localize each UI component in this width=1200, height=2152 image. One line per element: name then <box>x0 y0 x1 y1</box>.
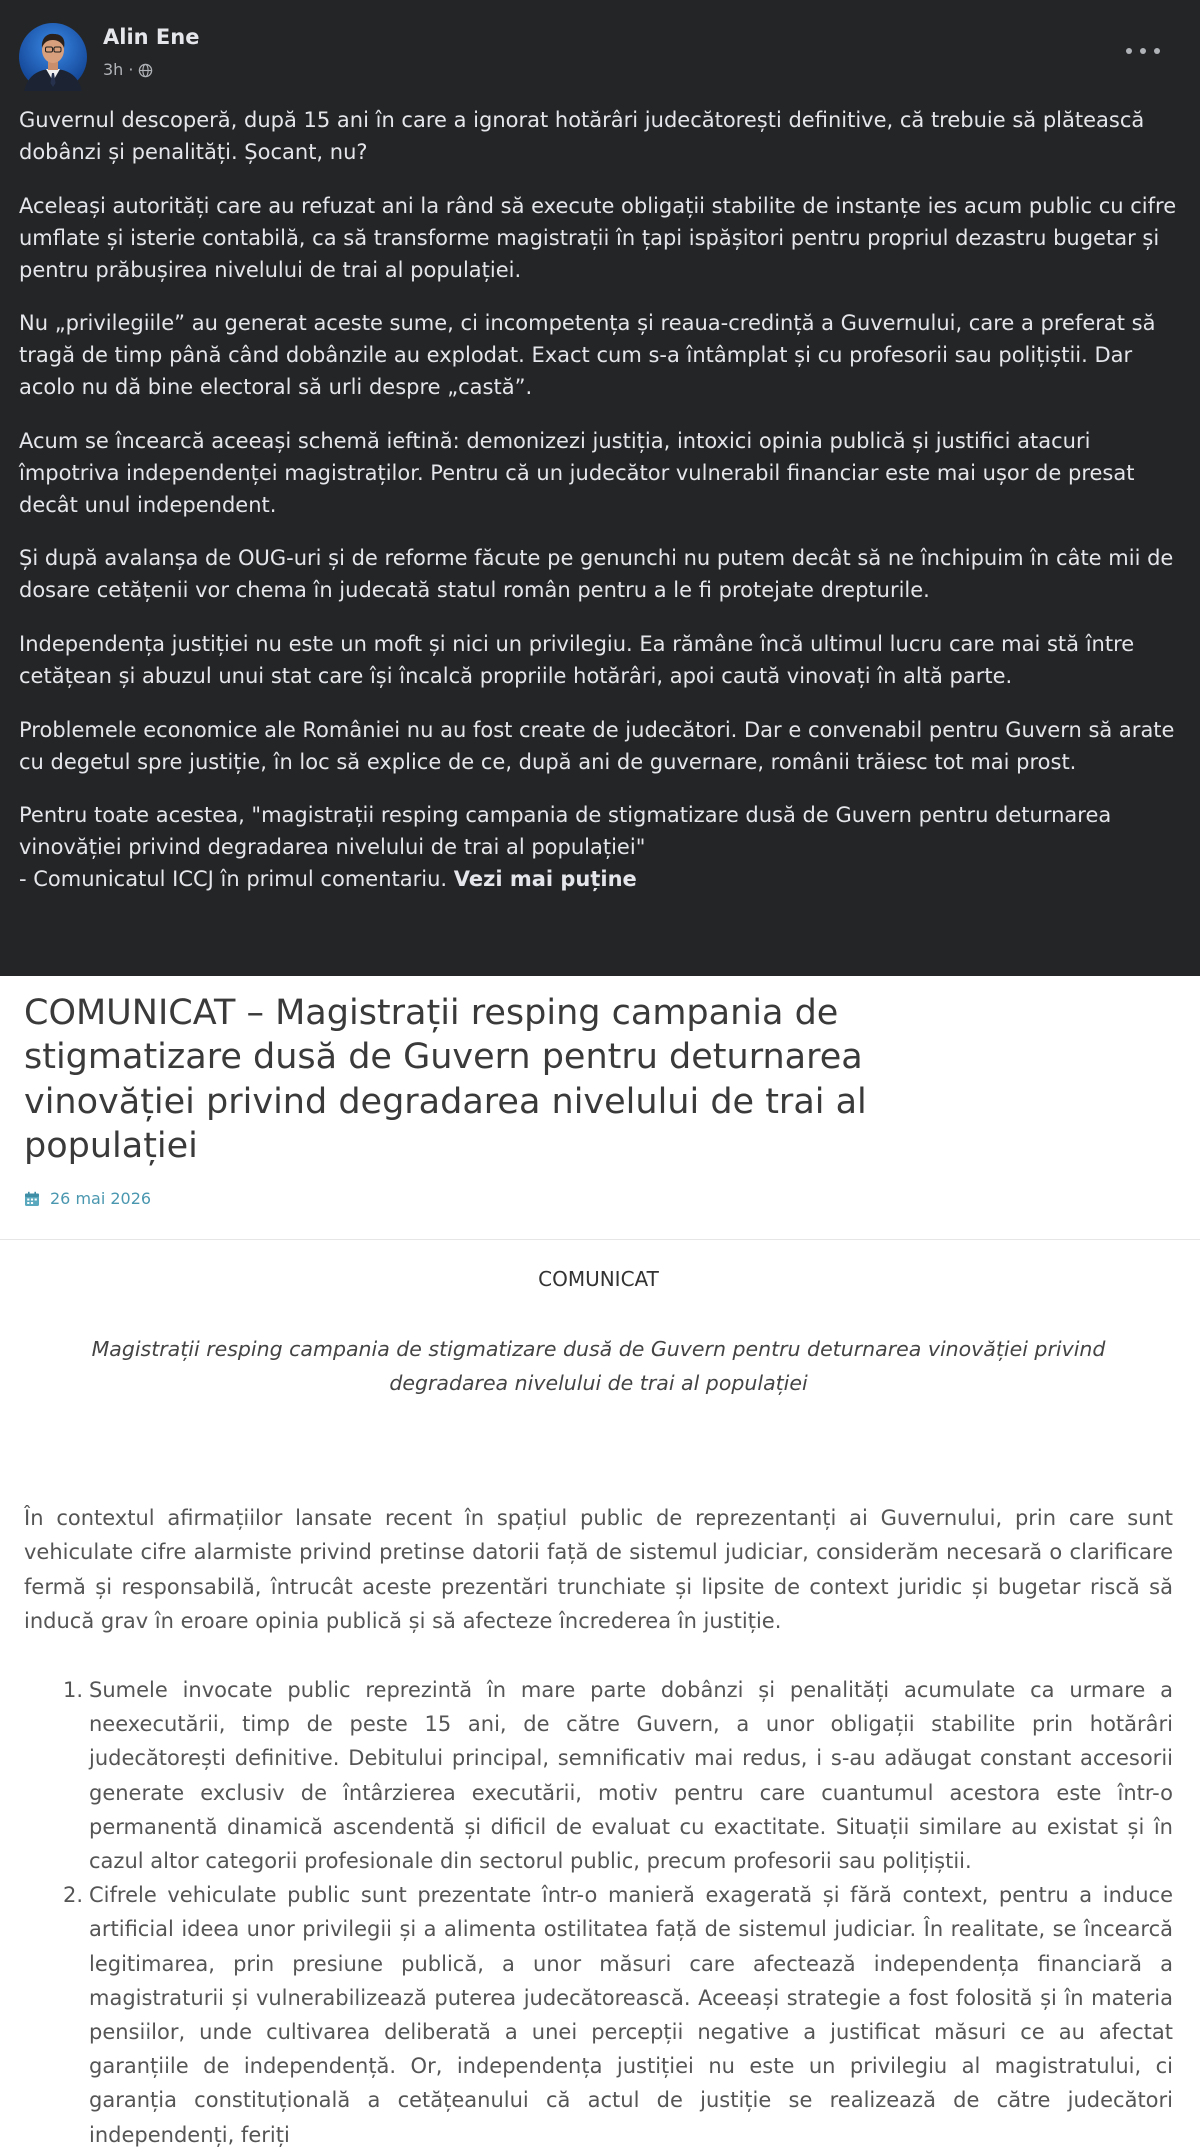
list-item-number: 2. <box>62 1883 83 1908</box>
avatar[interactable] <box>19 23 87 91</box>
post-timestamp[interactable]: 3h <box>103 60 124 79</box>
more-options-icon[interactable] <box>1126 42 1160 60</box>
more-options-dot <box>1154 48 1160 54</box>
calendar-icon <box>24 1191 40 1207</box>
post-paragraph: Și după avalanșa de OUG-uri și de reforme făcute pe genunchi nu putem decât să ne închipuim în câte mii de dosare cetățenii vor chema în judecată statul român pentru a le fi protejate drepturile. <box>19 546 1174 603</box>
closing-quote-line: Pentru toate acestea, "magistrații resping campania de stigmatizare dusă de Guvern pentru deturnarea vinovăției privind degradarea nivelului de trai al populației" <box>19 803 1112 860</box>
list-item-text: Cifrele vehiculate public sunt prezentate într-o manieră exagerată și fără context, pentru a induce artificial ideea unor privilegii și a alimenta ostilitatea față de sistemul judiciar. În realitate, se încearcă legitimarea, prin presiune publică, a unor măsuri care afectează independența financiară a magistraturii și vulnerabilizează puterea judecătorească. Aceeași strategie a fost folosită și în materia pensiilor, unde cultivarea deliberată a unei percepții negative a justificat măsuri ce au afectat garanțiile de independență. Or, independența justiției nu este un privilegiu al magistratului, ci garanția constituțională a cetățeanului că actul de justiție se realizează de către judecători independenți, feriți <box>89 1883 1173 2147</box>
communique-subtitle: Magistrații resping campania de stigmatizare dusă de Guvern pentru deturnarea vinovăției privind degradarea nivelului de trai al populației <box>91 1336 1106 1395</box>
avatar-image <box>19 23 87 91</box>
globe-icon[interactable] <box>138 63 153 78</box>
communique-heading: COMUNICAT <box>538 1266 659 1291</box>
facebook-post <box>0 0 1200 976</box>
closing-source-line: - Comunicatul ICCJ în primul comentariu. <box>19 867 448 892</box>
post-paragraph: Nu „privilegiile” au generat aceste sume, ci incompetența și reaua-credință a Guvernului, care a preferat să tragă de timp până când dobânzile au explodat. Exact cum s-a întâmplat și cu profesorii sau polițiștii. Dar acolo nu dă bine electoral să urli despre „castă”. <box>19 311 1156 400</box>
post-paragraph: Problemele economice ale României nu au fost create de judecători. Dar e convenabil pentru Guvern să arate cu degetul spre justiție, în loc să explice de ce, după ani de guvernare, românii trăiesc tot mai prost. <box>19 717 1175 774</box>
more-options-dot <box>1140 48 1146 54</box>
communique-numbered-list <box>24 1673 1173 2152</box>
article-date-text: 26 mai 2026 <box>50 1189 152 1209</box>
article-date <box>24 1188 1173 1210</box>
post-meta <box>103 59 153 81</box>
post-paragraph: Acum se încearcă aceeași schemă ieftină: demonizezi justiția, intoxici opinia publică și justifici atacuri împotriva independenței magistraților. Pentru că un judecător vulnerabil financiar este mai ușor de presat decât unul independent. <box>19 428 1135 517</box>
see-less-link[interactable]: Vezi mai puține <box>453 867 637 892</box>
author-name[interactable]: Alin Ene <box>103 25 200 49</box>
header-divider <box>0 1239 1200 1240</box>
list-item-number: 1. <box>62 1678 83 1702</box>
post-paragraph: Independența justiției nu este un moft și nici un privilegiu. Ea rămâne încă ultimul lucru care mai stă între cetățean și abuzul unui stat care își încalcă propriile hotărâri, apoi caută vinovați în altă parte. <box>19 631 1135 688</box>
post-text <box>0 104 1200 895</box>
list-item-text: Sumele invocate public reprezintă în mare parte dobânzi și penalități acumulate ca urmare a neexecutării, timp de peste 15 ani, de către Guvern, a unor obligații stabilite prin hotărâri judecătorești definitive. Debitului principal, semnificativ mai redus, i s-au adăugat constant accesorii generate exclusiv de întârzierea executării, motiv pentru care cuantumul acestora este într-o permanentă dinamică ascendentă și dificil de evaluat cu exactitate. Situații similare au existat și în cazul altor categorii profesionale din sectorul public, precum profesorii sau polițiștii. <box>89 1678 1173 1874</box>
post-paragraph: Guvernul descoperă, după 15 ani în care a ignorat hotărâri judecătorești definitive, că trebuie să plătească dobânzi și penalități. Șocant, nu? <box>19 108 1145 164</box>
post-paragraph-closing <box>19 799 1182 895</box>
list-item <box>24 1878 1173 2152</box>
article-title: COMUNICAT – Magistrații resping campania de stigmatizare dusă de Guvern pentru deturnarea vinovăției privind degradarea nivelului de trai al populației <box>24 993 867 1167</box>
list-item <box>24 1673 1173 1878</box>
meta-separator: · <box>128 60 134 79</box>
post-paragraph: Aceleași autorități care au refuzat ani la rând să execute obligații stabilite de instanțe ies acum public cu cifre umflate și isterie contabilă, ca să transforme magistrații în țapi ispășitori pentru propriul dezastru bugetar și pentru prăbușirea nivelului de trai al populației. <box>19 193 1177 282</box>
more-options-dot <box>1126 48 1132 54</box>
post-header <box>0 0 1200 104</box>
press-release-article <box>0 991 1200 2152</box>
communique-intro: În contextul afirmațiilor lansate recent în spațiul public de reprezentanți ai Guvernului, prin care sunt vehiculate cifre alarmiste privind pretinse datorii față de sistemul judiciar, considerăm necesară o clarificare fermă și responsabilă, întrucât aceste prezentări trunchiate și lipsite de context juridic și bugetar riscă să inducă grav în eroare opinia publică și să afecteze încrederea în justiție. <box>24 1505 1173 1634</box>
